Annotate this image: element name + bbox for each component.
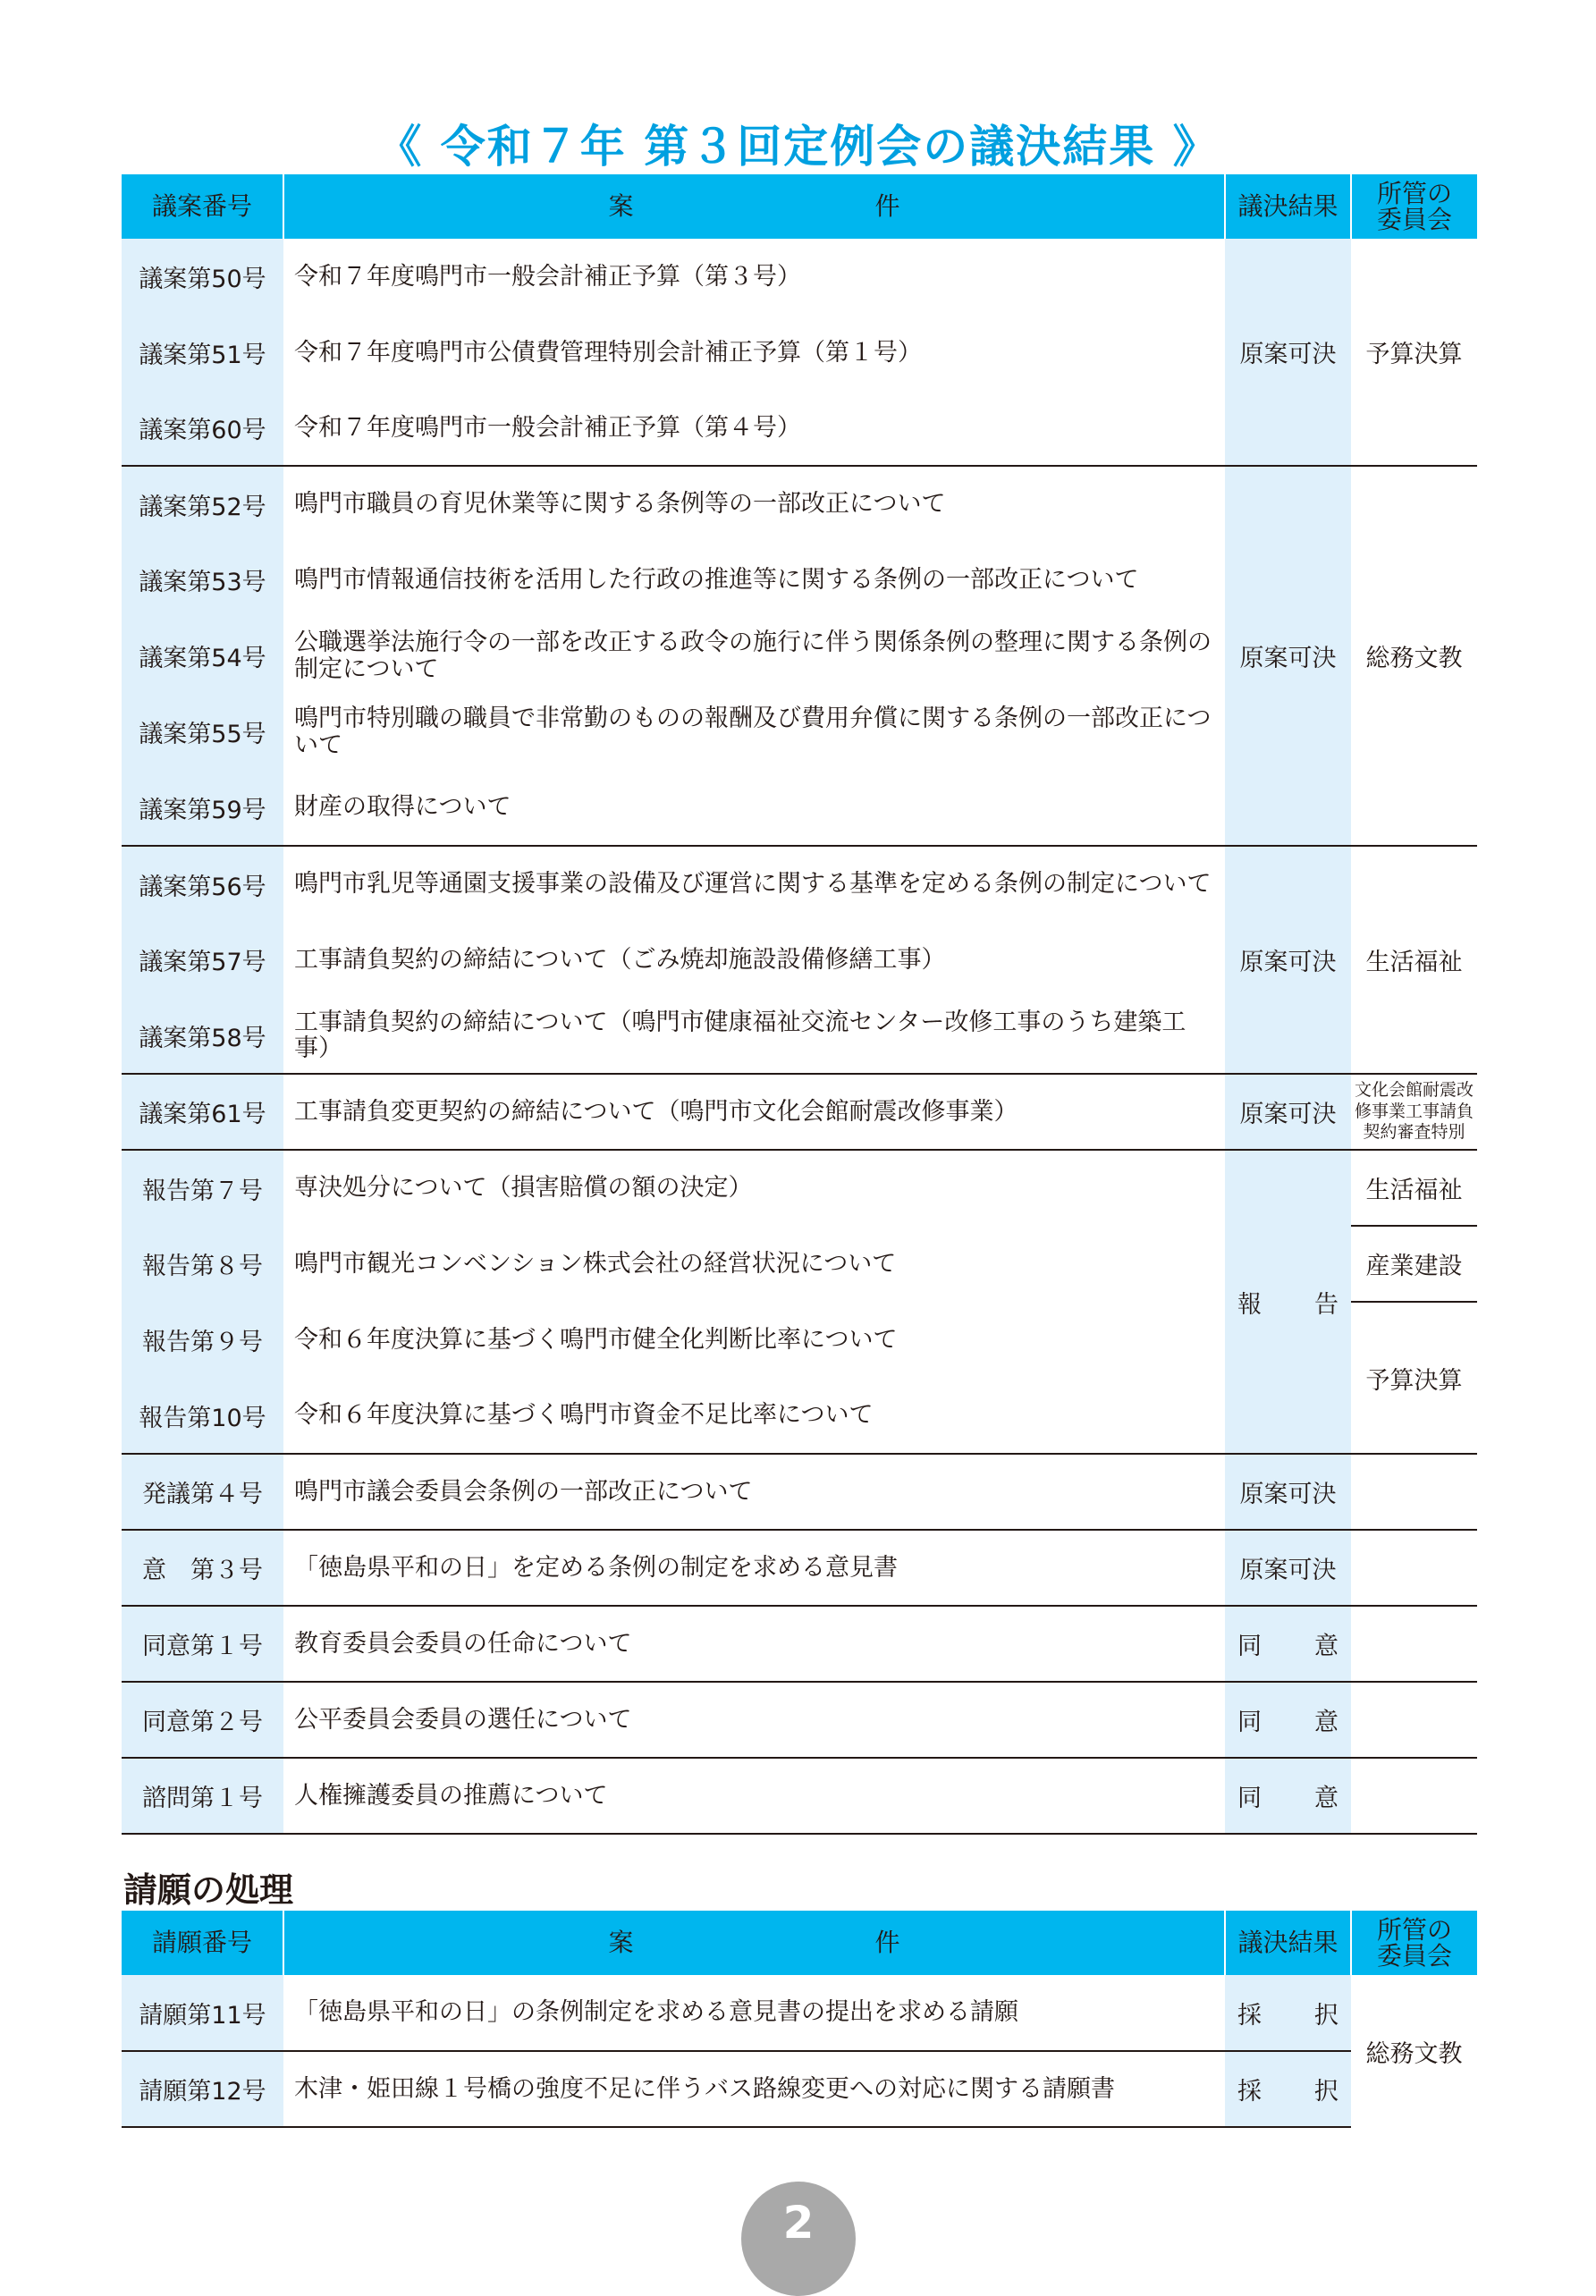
row-committee bbox=[1351, 1606, 1477, 1682]
row-committee: 総務文教 bbox=[1365, 2039, 1463, 2068]
row-result: 原案可決 bbox=[1225, 1454, 1351, 1530]
row-title: 教育委員会委員の任命について bbox=[283, 1606, 1225, 1682]
row-number: 議案第53号 bbox=[122, 542, 283, 618]
table-row bbox=[122, 1758, 1477, 1834]
table-row bbox=[122, 846, 1477, 922]
row-title: 工事請負契約の締結について（ごみ焼却施設設備修繕工事） bbox=[294, 945, 946, 974]
row-committee: 予算決算 bbox=[1365, 341, 1463, 368]
row-number: 請願第12号 bbox=[122, 2051, 283, 2127]
row-committee: 生活福祉 bbox=[1351, 1150, 1477, 1226]
row-number: 請願第11号 bbox=[122, 1975, 283, 2051]
petitions-table bbox=[122, 1911, 1477, 2128]
row-result: 同 意 bbox=[1225, 1606, 1351, 1682]
row-title: 人権擁護委員の推薦について bbox=[283, 1758, 1225, 1834]
header-result: 議決結果 bbox=[1225, 1911, 1351, 1975]
row-committee: 文化会館耐震改修事業工事請負契約審査特別 bbox=[1351, 1074, 1477, 1150]
row-title: 鳴門市特別職の職員で非常勤のものの報酬及び費用弁償に関する条例の一部改正について bbox=[294, 705, 1212, 759]
row-title: 「徳島県平和の日」を定める条例の制定を求める意見書 bbox=[283, 1530, 1225, 1606]
row-title: 木津・姫田線１号橋の強度不足に伴うバス路線変更への対応に関する請願書 bbox=[283, 2051, 1225, 2127]
row-number: 議案第50号 bbox=[122, 239, 283, 315]
table-row bbox=[122, 1682, 1477, 1758]
row-committee bbox=[1351, 1758, 1477, 1834]
row-number: 同意第１号 bbox=[122, 1606, 283, 1682]
row-number: 議案第60号 bbox=[122, 391, 283, 466]
row-title: 鳴門市観光コンベンション株式会社の経営状況について bbox=[294, 1249, 897, 1278]
table-row bbox=[122, 1530, 1477, 1606]
row-result: 採 択 bbox=[1225, 1975, 1351, 2051]
table-row bbox=[122, 1454, 1477, 1530]
row-result: 採 択 bbox=[1225, 2051, 1351, 2127]
row-title: 公平委員会委員の選任について bbox=[283, 1682, 1225, 1758]
row-number: 議案第52号 bbox=[122, 466, 283, 542]
row-number: 議案第61号 bbox=[122, 1074, 283, 1150]
row-number: 発議第４号 bbox=[122, 1454, 283, 1530]
row-number: 議案第51号 bbox=[122, 315, 283, 391]
row-title: 鳴門市情報通信技術を活用した行政の推進等に関する条例の一部改正について bbox=[294, 565, 1139, 594]
row-result: 原案可決 bbox=[1225, 466, 1351, 846]
row-number: 報告第８号 bbox=[122, 1226, 283, 1302]
table-row bbox=[122, 1975, 1477, 2051]
table-row bbox=[122, 1074, 1477, 1150]
petition-section-title: 請願の処理 bbox=[123, 1870, 294, 1910]
row-number: 報告第７号 bbox=[122, 1150, 283, 1226]
row-number: 議案第56号 bbox=[122, 846, 283, 922]
row-committee bbox=[1351, 1682, 1477, 1758]
row-number: 議案第59号 bbox=[122, 770, 283, 846]
row-title: 令和７年度鳴門市一般会計補正予算（第３号） bbox=[294, 262, 801, 291]
row-committee: 産業建設 bbox=[1351, 1226, 1477, 1302]
row-number: 議案第57号 bbox=[122, 922, 283, 998]
row-title: 令和７年度鳴門市公債費管理特別会計補正予算（第１号） bbox=[294, 338, 922, 367]
row-number: 議案第55号 bbox=[122, 694, 283, 770]
row-result: 同 意 bbox=[1225, 1758, 1351, 1834]
header-case: 案 件 bbox=[283, 1911, 1225, 1975]
row-title: 令和６年度決算に基づく鳴門市健全化判断比率について bbox=[294, 1325, 898, 1354]
row-title: 工事請負変更契約の締結について（鳴門市文化会館耐震改修事業） bbox=[283, 1074, 1225, 1150]
table-row bbox=[122, 239, 1477, 315]
row-result: 原案可決 bbox=[1225, 1074, 1351, 1150]
table-row bbox=[122, 2051, 1477, 2127]
row-number: 同意第２号 bbox=[122, 1682, 283, 1758]
row-committee: 生活福祉 bbox=[1351, 846, 1477, 1074]
row-title: 工事請負契約の締結について（鳴門市健康福祉交流センター改修工事のうち建築工事） bbox=[294, 1008, 1186, 1062]
header-number: 議案番号 bbox=[122, 174, 283, 239]
row-title: 鳴門市乳児等通園支援事業の設備及び運営に関する基準を定める条例の制定について bbox=[283, 846, 1225, 922]
row-committee: 予算決算 bbox=[1351, 1302, 1477, 1454]
row-title: 専決処分について（損害賠償の額の決定） bbox=[283, 1150, 1225, 1226]
row-result: 同 意 bbox=[1225, 1682, 1351, 1758]
header-result: 議決結果 bbox=[1225, 174, 1351, 239]
row-title: 令和６年度決算に基づく鳴門市資金不足比率について bbox=[294, 1401, 874, 1430]
row-number: 報告第10号 bbox=[122, 1378, 283, 1454]
row-title: 鳴門市議会委員会条例の一部改正について bbox=[283, 1454, 1225, 1530]
row-number: 議案第54号 bbox=[122, 618, 283, 694]
page-number: 2 bbox=[741, 2182, 856, 2296]
row-committee bbox=[1351, 1530, 1477, 1606]
header-committee: 所管の 委員会 bbox=[1351, 1911, 1477, 1975]
row-result: 原案可決 bbox=[1225, 239, 1351, 466]
row-result: 原案可決 bbox=[1225, 1530, 1351, 1606]
header-case: 案 件 bbox=[283, 174, 1225, 239]
header-committee: 所管の 委員会 bbox=[1351, 174, 1477, 239]
row-number: 諮問第１号 bbox=[122, 1758, 283, 1834]
row-result: 原案可決 bbox=[1225, 846, 1351, 1074]
page-title: 《 令和７年 第３回定例会の議決結果 》 bbox=[376, 121, 1220, 173]
table-row bbox=[122, 1606, 1477, 1682]
row-title: 令和７年度鳴門市一般会計補正予算（第４号） bbox=[294, 413, 801, 442]
row-title: 財産の取得について bbox=[294, 793, 511, 822]
row-number: 報告第９号 bbox=[122, 1302, 283, 1378]
table-row bbox=[122, 1150, 1477, 1226]
row-number: 意 第３号 bbox=[122, 1530, 283, 1606]
header-number: 請願番号 bbox=[122, 1911, 283, 1975]
resolutions-table bbox=[122, 174, 1477, 1835]
table-header bbox=[122, 1911, 1477, 1975]
table-row bbox=[122, 466, 1477, 542]
row-title: 「徳島県平和の日」の条例制定を求める意見書の提出を求める請願 bbox=[294, 1998, 1018, 2027]
row-title: 公職選挙法施行令の一部を改正する政令の施行に伴う関係条例の整理に関する条例の制定について bbox=[294, 629, 1212, 683]
row-result: 報 告 bbox=[1225, 1150, 1351, 1454]
row-committee: 総務文教 bbox=[1351, 466, 1477, 846]
table-header bbox=[122, 174, 1477, 239]
row-number: 議案第58号 bbox=[122, 998, 283, 1074]
row-committee bbox=[1351, 1454, 1477, 1530]
row-title: 鳴門市職員の育児休業等に関する条例等の一部改正について bbox=[283, 466, 1225, 542]
